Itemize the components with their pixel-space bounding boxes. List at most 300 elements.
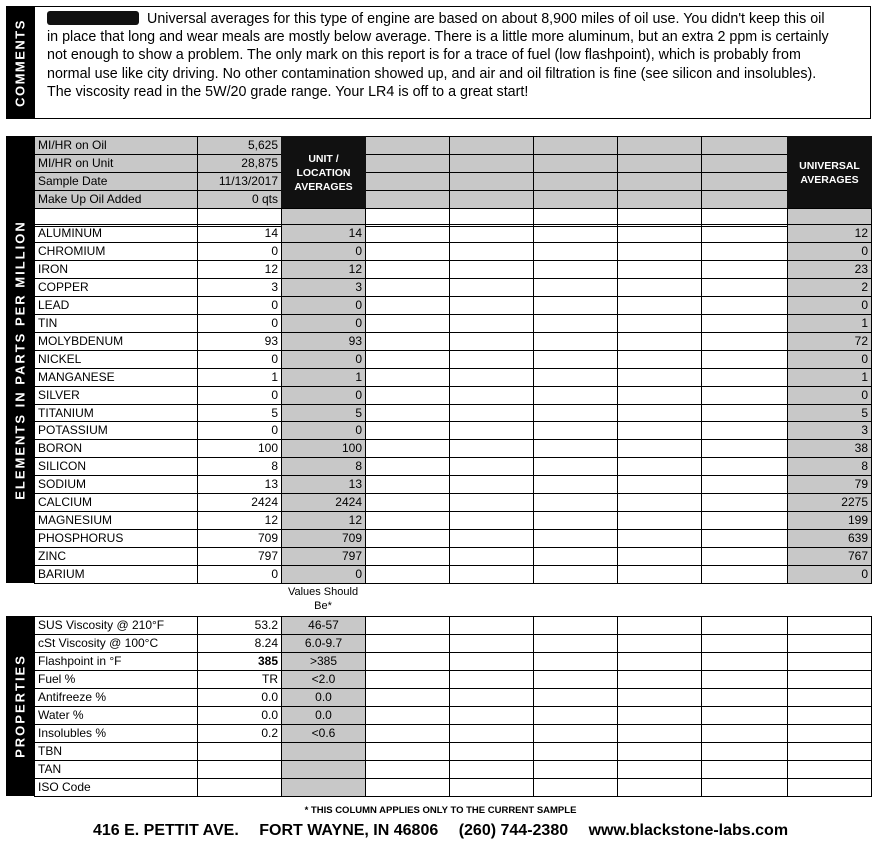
empty-cell xyxy=(449,404,534,422)
empty-cell xyxy=(533,278,618,297)
empty-cell xyxy=(701,760,788,779)
empty-cell xyxy=(365,652,450,671)
element-unit-average: 12 xyxy=(281,260,366,279)
info-value: 11/13/2017 xyxy=(197,172,282,191)
empty-cell xyxy=(617,224,702,243)
element-value: 0 xyxy=(197,350,282,369)
element-value: 3 xyxy=(197,278,282,297)
property-name: ISO Code xyxy=(34,778,198,797)
element-name: TITANIUM xyxy=(34,404,198,422)
info-label: Make Up Oil Added xyxy=(34,190,198,209)
empty-cell xyxy=(365,706,450,725)
properties-side-label: PROPERTIES xyxy=(6,616,34,796)
empty-cell xyxy=(449,547,534,566)
empty-cell xyxy=(449,688,534,707)
footnote: * THIS COLUMN APPLIES ONLY TO THE CURRENT SAMPLE xyxy=(304,805,577,816)
element-name: SILVER xyxy=(34,386,198,405)
element-value: 93 xyxy=(197,332,282,351)
empty-cell xyxy=(701,724,788,743)
empty-cell xyxy=(449,724,534,743)
empty-cell xyxy=(533,190,618,209)
element-name: PHOSPHORUS xyxy=(34,529,198,548)
element-unit-average: 3 xyxy=(281,278,366,297)
element-name: LEAD xyxy=(34,296,198,315)
empty-cell xyxy=(617,421,702,440)
empty-cell xyxy=(533,332,618,351)
element-universal-average: 23 xyxy=(787,260,872,279)
element-universal-average: 639 xyxy=(787,529,872,548)
empty-cell xyxy=(365,760,450,779)
empty-cell xyxy=(617,278,702,297)
empty-cell xyxy=(449,634,534,653)
info-value: 28,875 xyxy=(197,154,282,173)
element-universal-average: 0 xyxy=(787,565,872,584)
empty-cell xyxy=(365,154,450,173)
element-universal-average: 8 xyxy=(787,457,872,476)
empty-cell xyxy=(365,278,450,297)
empty-cell xyxy=(533,652,618,671)
element-value: 5 xyxy=(197,404,282,422)
empty-cell xyxy=(701,421,788,440)
empty-cell xyxy=(533,439,618,458)
element-unit-average: 2424 xyxy=(281,493,366,512)
empty-cell xyxy=(449,493,534,512)
empty-cell xyxy=(449,350,534,369)
element-value: 0 xyxy=(197,565,282,584)
empty-cell xyxy=(701,652,788,671)
empty-cell xyxy=(617,475,702,494)
element-unit-average: 0 xyxy=(281,296,366,315)
element-value: 0 xyxy=(197,421,282,440)
empty-cell xyxy=(365,778,450,797)
empty-cell xyxy=(617,616,702,635)
empty-cell xyxy=(533,457,618,476)
empty-cell xyxy=(449,260,534,279)
elements-side-label: ELEMENTS IN PARTS PER MILLION xyxy=(6,136,34,583)
empty-cell xyxy=(449,296,534,315)
empty-cell xyxy=(365,332,450,351)
empty-cell xyxy=(617,565,702,584)
element-name: SODIUM xyxy=(34,475,198,494)
property-name: Antifreeze % xyxy=(34,688,198,707)
element-unit-average: 100 xyxy=(281,439,366,458)
empty-cell xyxy=(617,368,702,387)
element-name: IRON xyxy=(34,260,198,279)
empty-cell xyxy=(449,778,534,797)
element-universal-average: 0 xyxy=(787,296,872,315)
element-unit-average: 0 xyxy=(281,421,366,440)
element-name: MOLYBDENUM xyxy=(34,332,198,351)
info-label: MI/HR on Oil xyxy=(34,136,198,155)
property-should-be: <0.6 xyxy=(281,724,366,743)
empty-cell xyxy=(617,136,702,155)
empty-cell xyxy=(449,475,534,494)
property-value: 0.2 xyxy=(197,724,282,743)
empty-cell xyxy=(533,224,618,243)
comments-text: Universal averages for this type of engine are based on about 8,900 miles of oil use. You didn't keep this oil in place that long and wear meals are mostly below average. There is a little more aluminum, but an extra 2 ppm is certainly not enough to show a problem. The only mark on this report is for a trace of fuel (low flashpoint), which is probably from normal use like city driving. No other contamination showed up, and air and oil filtration is fine (see silicon and insolubles). The viscosity read in the 5W/20 grade range. Your LR4 is off to a great start! xyxy=(47,11,829,100)
comments-side-label: COMMENTS xyxy=(6,6,34,119)
empty-cell xyxy=(449,314,534,333)
empty-cell xyxy=(617,688,702,707)
element-name: SILICON xyxy=(34,457,198,476)
element-unit-average: 14 xyxy=(281,224,366,243)
empty-cell xyxy=(617,457,702,476)
empty-cell xyxy=(617,404,702,422)
empty-cell xyxy=(701,670,788,689)
empty-cell xyxy=(533,368,618,387)
empty-cell xyxy=(449,670,534,689)
element-unit-average: 0 xyxy=(281,350,366,369)
empty-cell xyxy=(701,634,788,653)
property-should-be: 0.0 xyxy=(281,688,366,707)
empty-cell xyxy=(449,616,534,635)
empty-cell xyxy=(787,760,872,779)
element-value: 14 xyxy=(197,224,282,243)
empty-cell xyxy=(449,652,534,671)
empty-cell xyxy=(533,475,618,494)
empty-cell xyxy=(701,457,788,476)
property-value: 0.0 xyxy=(197,706,282,725)
empty-cell xyxy=(533,670,618,689)
empty-cell xyxy=(365,742,450,761)
empty-cell xyxy=(701,742,788,761)
empty-cell xyxy=(365,296,450,315)
empty-cell xyxy=(701,404,788,422)
address-phone: (260) 744-2380 xyxy=(458,822,569,839)
empty-cell xyxy=(533,493,618,512)
empty-cell xyxy=(701,439,788,458)
element-unit-average: 12 xyxy=(281,511,366,530)
empty-cell xyxy=(701,688,788,707)
element-name: CALCIUM xyxy=(34,493,198,512)
property-should-be xyxy=(281,778,366,797)
property-value xyxy=(197,760,282,779)
empty-cell xyxy=(533,172,618,191)
empty-cell xyxy=(533,386,618,405)
empty-cell xyxy=(787,616,872,635)
element-value: 0 xyxy=(197,242,282,261)
empty-cell xyxy=(617,332,702,351)
empty-cell xyxy=(617,724,702,743)
element-name: ZINC xyxy=(34,547,198,566)
empty-cell xyxy=(617,439,702,458)
empty-cell xyxy=(533,616,618,635)
empty-cell xyxy=(533,706,618,725)
property-value: TR xyxy=(197,670,282,689)
element-name: ALUMINUM xyxy=(34,224,198,243)
empty-cell xyxy=(533,154,618,173)
empty-cell xyxy=(365,386,450,405)
element-value: 2424 xyxy=(197,493,282,512)
empty-cell xyxy=(701,314,788,333)
property-name: cSt Viscosity @ 100°C xyxy=(34,634,198,653)
empty-cell xyxy=(533,404,618,422)
property-name: TBN xyxy=(34,742,198,761)
element-value: 12 xyxy=(197,260,282,279)
empty-cell xyxy=(365,172,450,191)
element-unit-average: 0 xyxy=(281,242,366,261)
empty-cell xyxy=(701,547,788,566)
empty-cell xyxy=(701,172,788,191)
empty-cell xyxy=(449,172,534,191)
values-should-be-label: Values Should Be* xyxy=(287,586,359,612)
empty-cell xyxy=(449,457,534,476)
empty-cell xyxy=(617,634,702,653)
info-value: 5,625 xyxy=(197,136,282,155)
info-label: MI/HR on Unit xyxy=(34,154,198,173)
property-name: Fuel % xyxy=(34,670,198,689)
empty-cell xyxy=(701,475,788,494)
empty-cell xyxy=(365,670,450,689)
empty-cell xyxy=(365,439,450,458)
universal-averages-header: UNIVERSAL AVERAGES xyxy=(787,136,872,209)
empty-cell xyxy=(365,616,450,635)
empty-cell xyxy=(787,688,872,707)
empty-cell xyxy=(533,529,618,548)
element-universal-average: 2 xyxy=(787,278,872,297)
empty-cell xyxy=(617,529,702,548)
element-universal-average: 0 xyxy=(787,386,872,405)
empty-cell xyxy=(617,154,702,173)
empty-cell xyxy=(365,314,450,333)
empty-cell xyxy=(533,778,618,797)
empty-cell xyxy=(787,742,872,761)
property-should-be: 46-57 xyxy=(281,616,366,635)
empty-cell xyxy=(365,224,450,243)
property-should-be: 0.0 xyxy=(281,706,366,725)
element-unit-average: 8 xyxy=(281,457,366,476)
empty-cell xyxy=(701,368,788,387)
empty-cell xyxy=(365,634,450,653)
element-universal-average: 3 xyxy=(787,421,872,440)
empty-cell xyxy=(617,190,702,209)
property-should-be xyxy=(281,742,366,761)
element-universal-average: 38 xyxy=(787,439,872,458)
element-value: 1 xyxy=(197,368,282,387)
empty-cell xyxy=(365,724,450,743)
address-city: FORT WAYNE, IN 46806 xyxy=(259,822,439,839)
empty-cell xyxy=(617,314,702,333)
empty-cell xyxy=(365,457,450,476)
empty-cell xyxy=(617,260,702,279)
element-unit-average: 13 xyxy=(281,475,366,494)
empty-cell xyxy=(617,172,702,191)
element-unit-average: 0 xyxy=(281,386,366,405)
empty-cell xyxy=(701,616,788,635)
empty-cell xyxy=(449,760,534,779)
empty-cell xyxy=(449,278,534,297)
empty-cell xyxy=(617,493,702,512)
empty-cell xyxy=(449,190,534,209)
empty-cell xyxy=(533,742,618,761)
empty-cell xyxy=(365,368,450,387)
empty-cell xyxy=(365,190,450,209)
element-name: TIN xyxy=(34,314,198,333)
element-name: BORON xyxy=(34,439,198,458)
empty-cell xyxy=(701,260,788,279)
empty-cell xyxy=(365,475,450,494)
empty-cell xyxy=(787,724,872,743)
property-should-be: >385 xyxy=(281,652,366,671)
property-name: Flashpoint in °F xyxy=(34,652,198,671)
lab-address xyxy=(0,822,881,840)
element-value: 12 xyxy=(197,511,282,530)
empty-cell xyxy=(449,565,534,584)
empty-cell xyxy=(449,529,534,548)
empty-cell xyxy=(617,742,702,761)
element-value: 709 xyxy=(197,529,282,548)
address-street: 416 E. PETTIT AVE. xyxy=(92,822,239,839)
empty-cell xyxy=(533,242,618,261)
property-value: 385 xyxy=(197,652,282,671)
empty-cell xyxy=(701,278,788,297)
property-value: 0.0 xyxy=(197,688,282,707)
info-value: 0 qts xyxy=(197,190,282,209)
property-value xyxy=(197,742,282,761)
empty-cell xyxy=(617,547,702,566)
empty-cell xyxy=(533,421,618,440)
redacted-name xyxy=(47,11,139,25)
empty-cell xyxy=(701,386,788,405)
info-label: Sample Date xyxy=(34,172,198,191)
element-value: 8 xyxy=(197,457,282,476)
empty-cell xyxy=(533,136,618,155)
address-website[interactable]: www.blackstone-labs.com xyxy=(588,822,789,839)
element-value: 797 xyxy=(197,547,282,566)
empty-cell xyxy=(449,439,534,458)
empty-cell xyxy=(449,742,534,761)
empty-cell xyxy=(701,190,788,209)
empty-cell xyxy=(617,760,702,779)
empty-cell xyxy=(701,136,788,155)
empty-cell xyxy=(533,260,618,279)
element-name: COPPER xyxy=(34,278,198,297)
empty-cell xyxy=(701,242,788,261)
empty-cell xyxy=(533,634,618,653)
element-value: 13 xyxy=(197,475,282,494)
empty-cell xyxy=(365,421,450,440)
property-value: 53.2 xyxy=(197,616,282,635)
element-universal-average: 0 xyxy=(787,242,872,261)
empty-cell xyxy=(449,386,534,405)
empty-cell xyxy=(365,565,450,584)
element-value: 0 xyxy=(197,296,282,315)
element-name: MANGANESE xyxy=(34,368,198,387)
empty-cell xyxy=(617,296,702,315)
empty-cell xyxy=(533,724,618,743)
empty-cell xyxy=(617,670,702,689)
empty-cell xyxy=(533,760,618,779)
empty-cell xyxy=(449,511,534,530)
empty-cell xyxy=(787,778,872,797)
element-universal-average: 5 xyxy=(787,404,872,422)
empty-cell xyxy=(701,706,788,725)
element-value: 0 xyxy=(197,386,282,405)
property-value xyxy=(197,778,282,797)
element-unit-average: 1 xyxy=(281,368,366,387)
empty-cell xyxy=(787,706,872,725)
empty-cell xyxy=(449,242,534,261)
empty-cell xyxy=(365,529,450,548)
empty-cell xyxy=(701,493,788,512)
element-universal-average: 767 xyxy=(787,547,872,566)
empty-cell xyxy=(365,350,450,369)
empty-cell xyxy=(449,154,534,173)
property-name: Insolubles % xyxy=(34,724,198,743)
empty-cell xyxy=(533,565,618,584)
unit-location-averages-header: UNIT / LOCATION AVERAGES xyxy=(281,136,366,209)
element-universal-average: 72 xyxy=(787,332,872,351)
empty-cell xyxy=(617,242,702,261)
empty-cell xyxy=(701,778,788,797)
empty-cell xyxy=(533,688,618,707)
element-unit-average: 93 xyxy=(281,332,366,351)
empty-cell xyxy=(533,296,618,315)
element-value: 0 xyxy=(197,314,282,333)
empty-cell xyxy=(449,224,534,243)
empty-cell xyxy=(365,688,450,707)
element-universal-average: 199 xyxy=(787,511,872,530)
property-should-be: 6.0-9.7 xyxy=(281,634,366,653)
comments-text-wrap xyxy=(47,10,837,101)
empty-cell xyxy=(449,136,534,155)
empty-cell xyxy=(533,511,618,530)
empty-cell xyxy=(787,652,872,671)
property-should-be: <2.0 xyxy=(281,670,366,689)
empty-cell xyxy=(365,547,450,566)
element-unit-average: 709 xyxy=(281,529,366,548)
empty-cell xyxy=(449,332,534,351)
empty-cell xyxy=(617,350,702,369)
element-name: POTASSIUM xyxy=(34,421,198,440)
empty-cell xyxy=(617,511,702,530)
property-value: 8.24 xyxy=(197,634,282,653)
empty-cell xyxy=(617,652,702,671)
property-should-be xyxy=(281,760,366,779)
property-name: SUS Viscosity @ 210°F xyxy=(34,616,198,635)
empty-cell xyxy=(533,314,618,333)
element-universal-average: 2275 xyxy=(787,493,872,512)
empty-cell xyxy=(617,778,702,797)
empty-cell xyxy=(365,511,450,530)
empty-cell xyxy=(787,634,872,653)
empty-cell xyxy=(365,493,450,512)
element-universal-average: 1 xyxy=(787,368,872,387)
empty-cell xyxy=(365,404,450,422)
element-unit-average: 5 xyxy=(281,404,366,422)
element-name: CHROMIUM xyxy=(34,242,198,261)
empty-cell xyxy=(787,670,872,689)
empty-cell xyxy=(701,332,788,351)
empty-cell xyxy=(701,224,788,243)
empty-cell xyxy=(449,706,534,725)
property-name: Water % xyxy=(34,706,198,725)
empty-cell xyxy=(701,565,788,584)
element-unit-average: 0 xyxy=(281,314,366,333)
element-value: 100 xyxy=(197,439,282,458)
empty-cell xyxy=(365,242,450,261)
empty-cell xyxy=(701,529,788,548)
property-name: TAN xyxy=(34,760,198,779)
empty-cell xyxy=(701,350,788,369)
empty-cell xyxy=(617,706,702,725)
element-unit-average: 797 xyxy=(281,547,366,566)
element-universal-average: 12 xyxy=(787,224,872,243)
empty-cell xyxy=(365,136,450,155)
element-name: BARIUM xyxy=(34,565,198,584)
empty-cell xyxy=(449,421,534,440)
empty-cell xyxy=(701,154,788,173)
